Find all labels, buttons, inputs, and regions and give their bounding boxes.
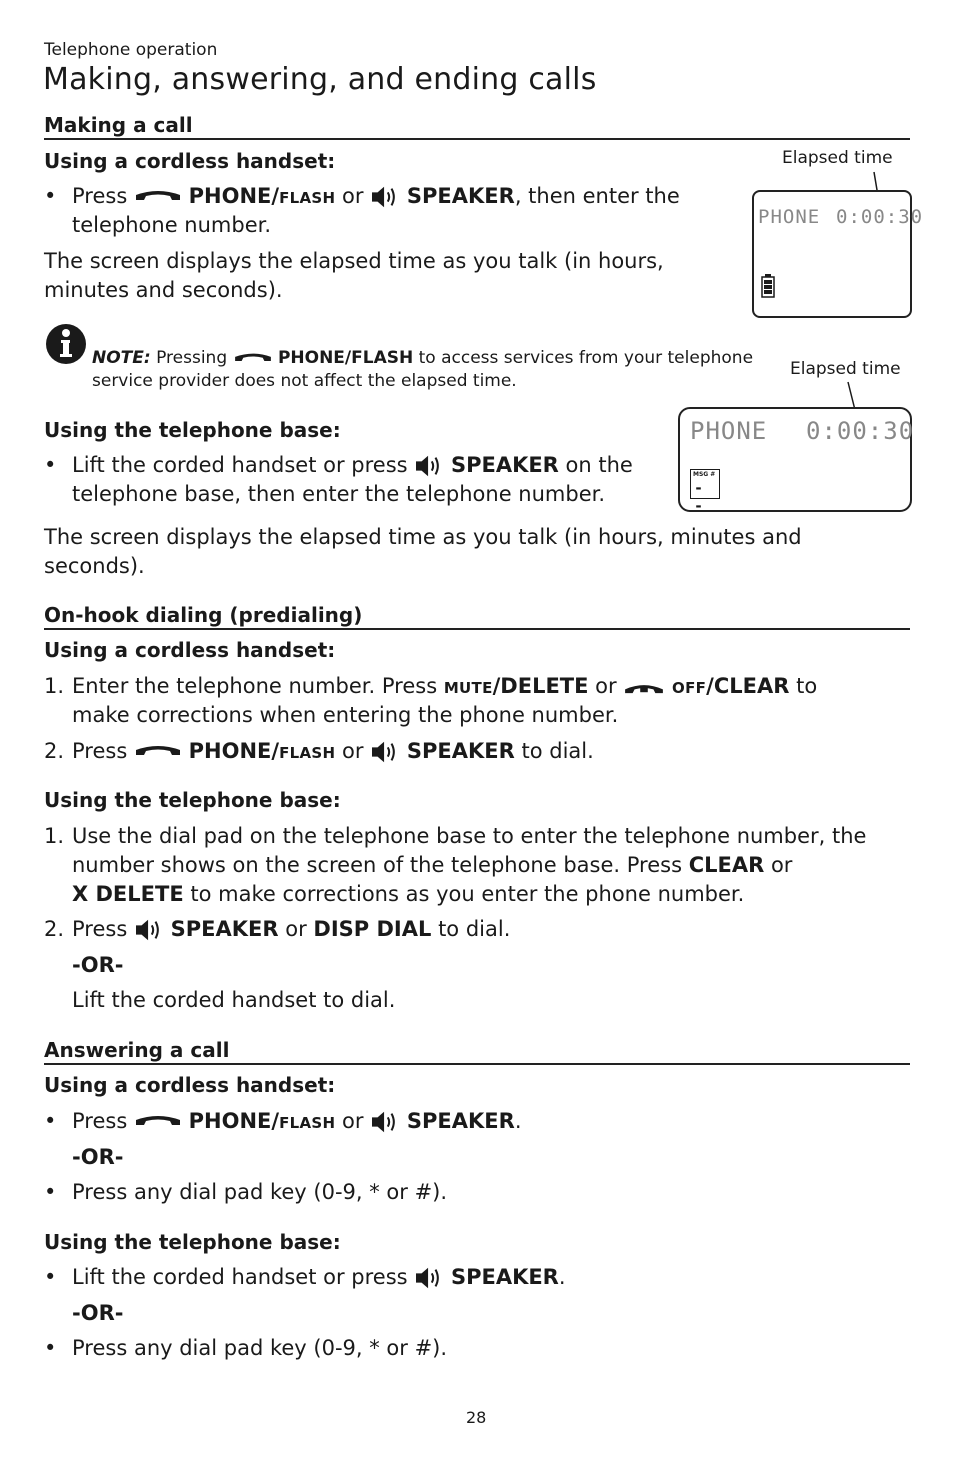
phone-icon	[134, 189, 182, 205]
page-title: Making, answering, and ending calls	[43, 62, 597, 97]
answering-base-heading: Using the telephone base:	[44, 1230, 341, 1254]
text: Press any dial pad key (0-9, * or #).	[72, 1180, 448, 1204]
key-phone-flash: PHONE/FLASH	[277, 348, 414, 368]
lcd-elapsed-time: 0:00:30	[836, 206, 924, 228]
text: .	[558, 1265, 566, 1289]
phone-icon	[134, 1114, 182, 1130]
text: Press	[72, 184, 128, 208]
text: Lift the corded handset or press	[72, 453, 408, 477]
key-phone: PHONE/	[188, 1109, 280, 1133]
text: or	[342, 1109, 364, 1133]
phone-icon	[134, 744, 182, 760]
text: or	[342, 739, 364, 763]
speaker-icon	[134, 917, 164, 943]
key-speaker: SPEAKER	[450, 453, 559, 477]
key-clear: CLEAR	[688, 853, 765, 877]
text: Use the dial pad on the telephone base to enter the telephone number, the	[72, 824, 867, 848]
bullet: •	[44, 1265, 57, 1289]
bullet: •	[44, 453, 57, 477]
elapsed-time-caption: Elapsed time	[782, 148, 893, 168]
elapsed-time-caption: Elapsed time	[790, 359, 901, 379]
list-number: 2.	[44, 739, 65, 763]
text: or	[285, 917, 307, 941]
speaker-icon	[414, 453, 444, 479]
making-base-para-2: seconds).	[44, 554, 145, 578]
text: Press	[72, 739, 128, 763]
or-separator: -OR-	[72, 953, 124, 977]
key-x-delete: X DELETE	[72, 882, 184, 906]
battery-icon	[761, 274, 775, 298]
making-call-heading: Making a call	[44, 113, 910, 140]
text: make corrections when entering the phone number.	[72, 703, 619, 727]
making-base-heading: Using the telephone base:	[44, 418, 341, 442]
text: on the	[565, 453, 633, 477]
key-flash: FLASH	[279, 744, 336, 762]
text: to make corrections as you enter the phone number.	[190, 882, 745, 906]
text: to dial.	[521, 739, 594, 763]
lcd-elapsed-time: 0:00:30	[806, 417, 915, 445]
bullet: •	[44, 184, 57, 208]
handset-screen	[752, 190, 924, 318]
text: or	[595, 674, 617, 698]
key-phone: PHONE/	[188, 739, 280, 763]
text: or	[770, 853, 793, 877]
text: .	[514, 1109, 522, 1133]
text: number shows on the screen of the telephone base. Press	[72, 853, 683, 877]
text: Press	[72, 1109, 128, 1133]
key-mute: MUTE	[443, 679, 493, 697]
key-phone: PHONE/	[188, 184, 280, 208]
answering-heading: Answering a call	[44, 1038, 910, 1065]
list-number: 2.	[44, 917, 65, 941]
making-handset-para-2: minutes and seconds).	[44, 278, 283, 302]
text: Enter the telephone number. Press	[72, 674, 438, 698]
or-separator: -OR-	[72, 1301, 124, 1325]
key-speaker: SPEAKER	[170, 917, 279, 941]
phone-icon	[233, 352, 273, 365]
lcd-phone-text: PHONE	[690, 417, 768, 445]
base-screen	[678, 407, 915, 515]
lcd-phone-text: PHONE	[758, 206, 821, 228]
text: Press any dial pad key (0-9, * or #).	[72, 1336, 448, 1360]
list-number: 1.	[44, 674, 65, 698]
text: telephone number.	[72, 213, 272, 237]
making-handset-para-1: The screen displays the elapsed time as you talk (in hours,	[44, 249, 664, 273]
speaker-icon	[414, 1265, 444, 1291]
info-icon	[44, 322, 88, 366]
key-speaker: SPEAKER	[406, 1109, 515, 1133]
key-flash: FLASH	[279, 189, 336, 207]
key-disp-dial: DISP DIAL	[313, 917, 432, 941]
speaker-icon	[370, 739, 400, 765]
key-clear: /CLEAR	[706, 674, 790, 698]
list-number: 1.	[44, 824, 65, 848]
page-number: 28	[466, 1408, 487, 1427]
text: service provider does not affect the elapsed time.	[92, 371, 517, 391]
text: Lift the corded handset to dial.	[72, 988, 396, 1012]
making-base-para-1: The screen displays the elapsed time as you talk (in hours, minutes and	[44, 525, 802, 549]
key-speaker: SPEAKER	[450, 1265, 559, 1289]
msg-label: MSG #	[693, 471, 716, 478]
answering-handset-heading: Using a cordless handset:	[44, 1073, 336, 1097]
key-speaker: SPEAKER	[406, 184, 515, 208]
key-off: OFF	[672, 679, 707, 697]
text: telephone base, then enter the telephone number.	[72, 482, 605, 506]
or-separator: -OR-	[72, 1145, 124, 1169]
msg-counter	[690, 469, 720, 515]
making-handset-heading: Using a cordless handset:	[44, 149, 336, 173]
text: to	[796, 674, 818, 698]
bullet: •	[44, 1336, 57, 1360]
key-delete: /DELETE	[492, 674, 589, 698]
onhook-heading: On-hook dialing (predialing)	[44, 603, 910, 630]
section-label: Telephone operation	[44, 40, 218, 60]
speaker-icon	[370, 184, 400, 210]
text: Press	[72, 917, 128, 941]
msg-count: - -	[694, 479, 704, 515]
note-label: NOTE:	[92, 348, 151, 368]
speaker-icon	[370, 1109, 400, 1135]
onhook-handset-heading: Using a cordless handset:	[44, 638, 336, 662]
text: or	[342, 184, 364, 208]
key-flash: FLASH	[279, 1114, 336, 1132]
text: to access services from your telephone	[418, 348, 754, 368]
text: to dial.	[438, 917, 511, 941]
text: Lift the corded handset or press	[72, 1265, 408, 1289]
key-speaker: SPEAKER	[406, 739, 515, 763]
off-icon	[623, 679, 665, 696]
note	[92, 347, 753, 393]
bullet: •	[44, 1109, 57, 1133]
bullet: •	[44, 1180, 57, 1204]
onhook-base-heading: Using the telephone base:	[44, 788, 341, 812]
text: , then enter the	[514, 184, 680, 208]
text: Pressing	[156, 348, 228, 368]
